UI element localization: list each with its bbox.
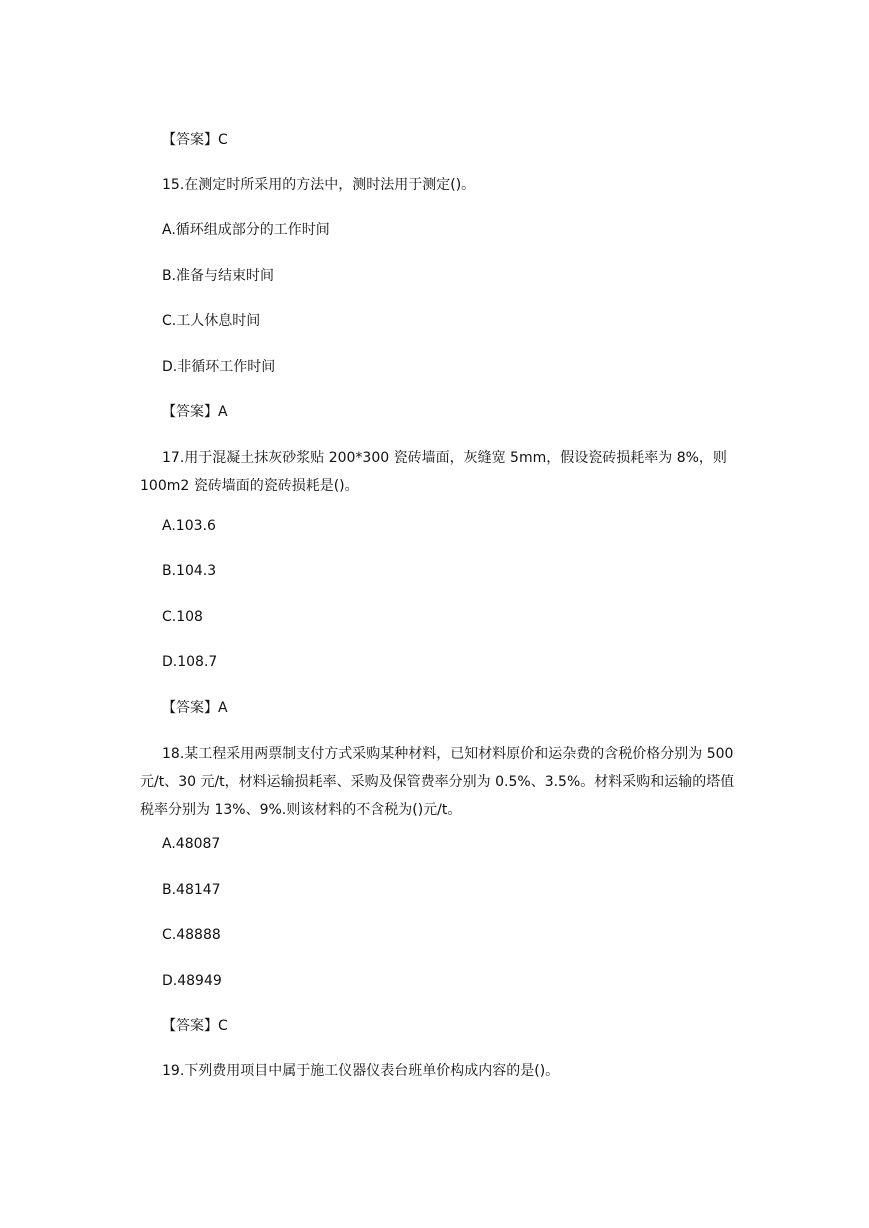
question-15: 15.在测定时所采用的方法中，测时法用于测定()。 [162, 177, 476, 193]
option-b: B.准备与结束时间 [162, 268, 275, 284]
answer-label: 【答案】C [162, 132, 228, 148]
answer-label: 【答案】A [162, 404, 228, 420]
option-c: C.108 [162, 609, 203, 625]
option-b: B.48147 [162, 882, 221, 898]
answer-label: 【答案】A [162, 700, 228, 716]
option-d: D.108.7 [162, 654, 218, 670]
option-a: A.循环组成部分的工作时间 [162, 222, 330, 238]
answer-label: 【答案】C [162, 1018, 228, 1034]
option-d: D.48949 [162, 973, 222, 989]
option-c: C.48888 [162, 927, 221, 943]
option-a: A.103.6 [162, 518, 216, 534]
option-a: A.48087 [162, 836, 221, 852]
question-19: 19.下列费用项目中属于施工仪器仪表台班单价构成内容的是()。 [162, 1063, 560, 1079]
question-18: 18.某工程采用两票制支付方式采购某种材料，已知材料原价和运杂费的含税价格分别为 500 元/t、30 元/t，材料运输损耗率、采购及保管费率分别为 0.5%、3.5%。材料采购和运输的塔值税率分别为 13%、9%.则该材料的不含税为()元/t。 [140, 746, 735, 818]
option-d: D.非循环工作时间 [162, 359, 276, 375]
option-b: B.104.3 [162, 563, 217, 579]
option-c: C.工人休息时间 [162, 313, 261, 329]
question-17: 17.用于混凝土抹灰砂浆贴 200*300 瓷砖墙面，灰缝宽 5mm，假设瓷砖损耗率为 8%，则 100m2 瓷砖墙面的瓷砖损耗是()。 [140, 450, 727, 494]
